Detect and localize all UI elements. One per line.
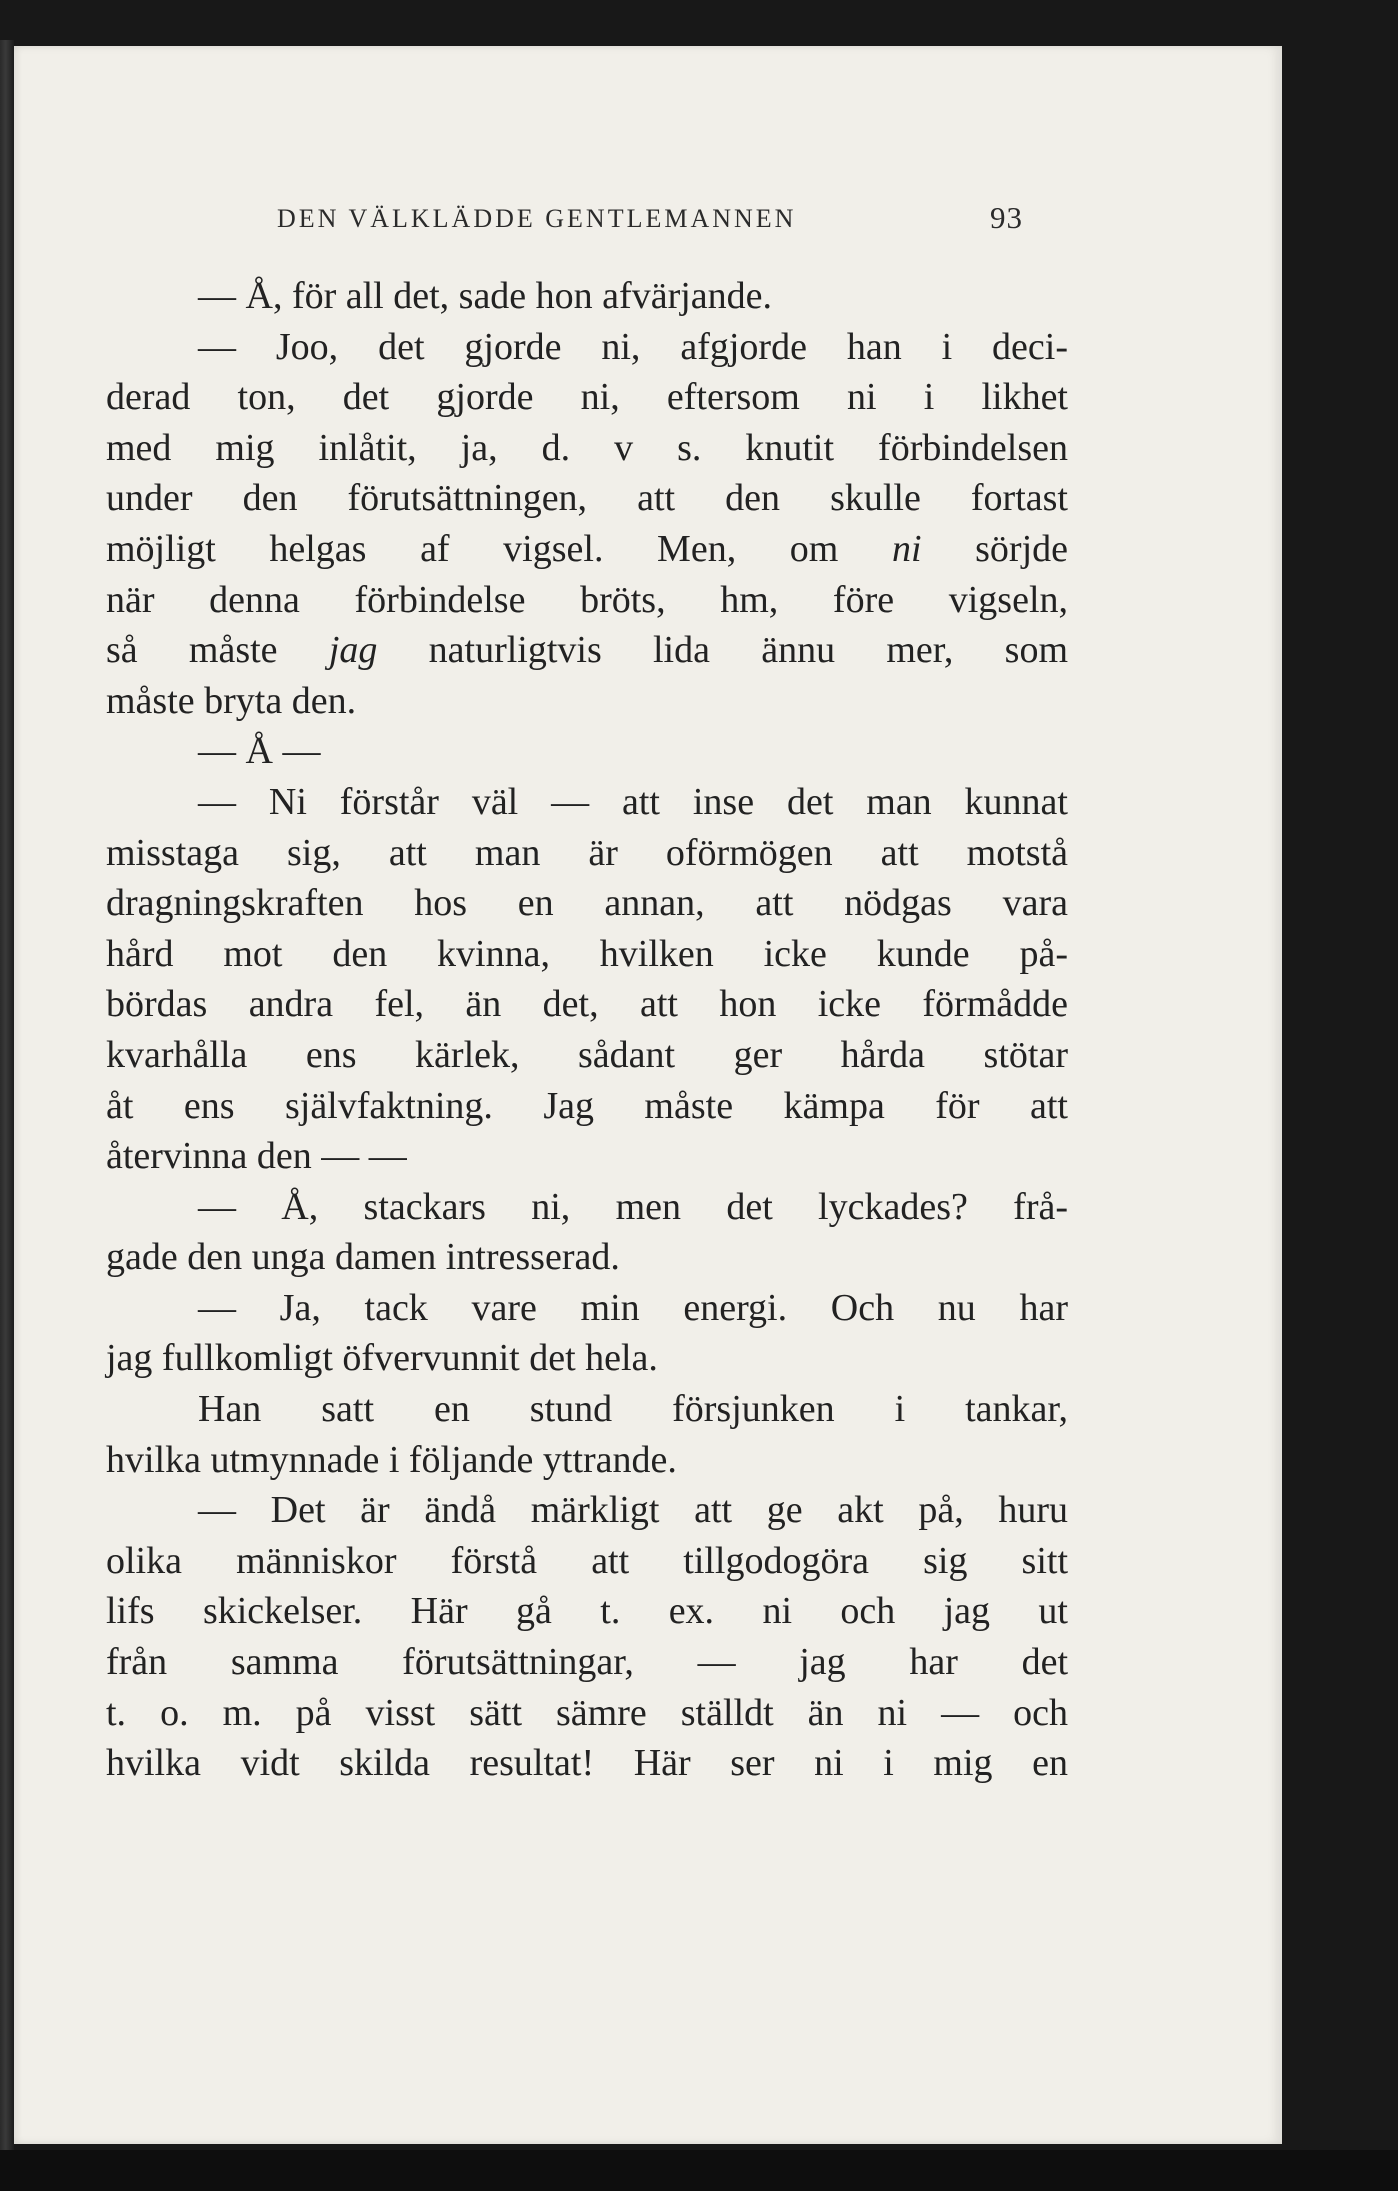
text-line: — Å, stackars ni, men det lyckades? frå- [198, 1185, 1068, 1228]
page-stack-edge [0, 40, 14, 2150]
text-line: lifs skickelser. Här gå t. ex. ni och jag ut [106, 1590, 1068, 1633]
page-number: 93 [990, 200, 1023, 235]
scan-bottom-border [0, 2150, 1398, 2191]
text-line: när denna förbindelse bröts, hm, före vigseln, [106, 578, 1068, 621]
text-line: gade den unga damen intresserad. [106, 1236, 620, 1279]
text-line: olika människor förstå att tillgodogöra sig sitt [106, 1539, 1068, 1582]
text-line: — Å, för all det, sade hon afvärjande. [198, 275, 773, 317]
body-text [106, 271, 1068, 1789]
text-line: — Ni förstår väl — att inse det man kunnat [198, 780, 1068, 823]
text-line: derad ton, det gjorde ni, eftersom ni i likhet [106, 376, 1068, 419]
text-line: från samma förutsättningar, — jag har det [106, 1641, 1068, 1684]
text-line: kvarhålla ens kärlek, sådant ger hårda stötar [106, 1033, 1068, 1076]
text-segment: så måste [106, 629, 278, 672]
text-line: under den förutsättningen, att den skulle fortast [106, 477, 1068, 520]
text-line: måste bryta den. [106, 679, 357, 722]
text-line: återvinna den — — [106, 1135, 407, 1178]
text-line: jag fullkomligt öfvervunnit det hela. [106, 1337, 658, 1380]
text-segment: naturligtvis lida ännu mer, som [428, 629, 1069, 672]
text-segment: möjligt helgas af vigsel. Men, om [106, 527, 839, 570]
text-line: Han satt en stund försjunken i tankar, [198, 1388, 1068, 1431]
text-line: hård mot den kvinna, hvilken icke kunde på- [106, 932, 1068, 975]
emphasis-word: jag [328, 629, 378, 672]
text-line: misstaga sig, att man är oförmögen att motstå [106, 831, 1068, 874]
text-line: med mig inlåtit, ja, d. v s. knutit förbindelsen [106, 426, 1068, 469]
text-line-with-emphasis [106, 524, 1068, 575]
running-title: DEN VÄLKLÄDDE GENTLEMANNEN [277, 204, 797, 233]
text-line: — Å — [198, 730, 321, 773]
text-segment: sörjde [975, 527, 1069, 570]
text-line-with-emphasis [106, 625, 1068, 676]
text-line: åt ens självfaktning. Jag måste kämpa för att [106, 1084, 1068, 1127]
text-line: t. o. m. på visst sätt sämre ställdt än ni — och [106, 1691, 1068, 1734]
text-line: — Det är ändå märkligt att ge akt på, huru [198, 1489, 1068, 1532]
text-line: bördas andra fel, än det, att hon icke förmådde [106, 983, 1068, 1026]
book-page [14, 46, 1282, 2144]
text-line: hvilka utmynnade i följande yttrande. [106, 1438, 677, 1481]
text-line: — Joo, det gjorde ni, afgjorde han i deci- [198, 325, 1068, 368]
text-line: hvilka vidt skilda resultat! Här ser ni i mig en [106, 1742, 1068, 1785]
emphasis-word: ni [891, 527, 922, 570]
running-head [14, 200, 1282, 244]
text-line: — Ja, tack vare min energi. Och nu har [198, 1286, 1068, 1329]
text-line: dragningskraften hos en annan, att nödgas vara [106, 882, 1068, 925]
